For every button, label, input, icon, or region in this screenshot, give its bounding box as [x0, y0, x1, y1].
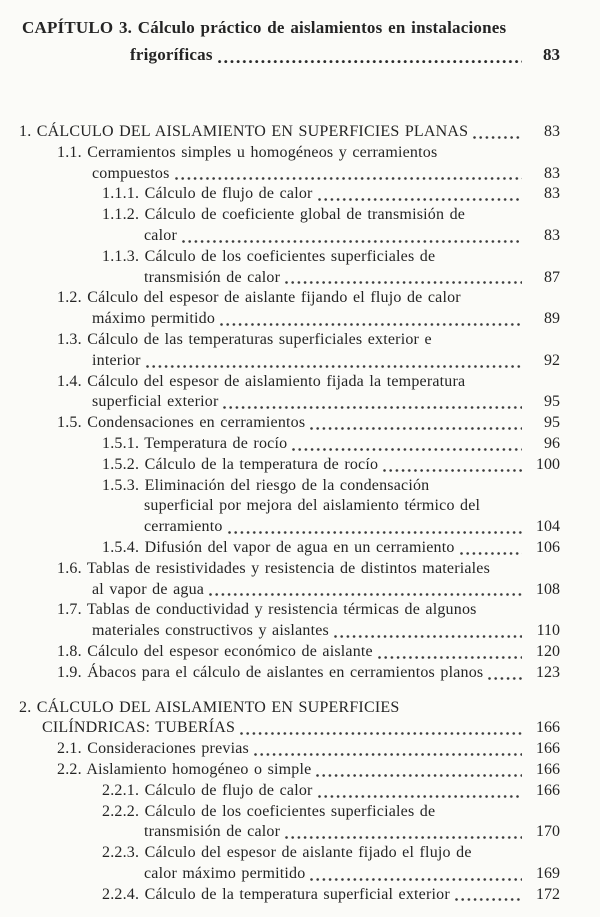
- toc-entry-text: superficial exterior: [92, 393, 219, 411]
- page-number: 83: [544, 164, 560, 182]
- toc-entry-text: materiales constructivos y aislantes: [92, 622, 329, 640]
- toc-line: [19, 802, 560, 823]
- toc-entry-text: 1.5.1. Temperatura de rocío: [102, 434, 288, 452]
- toc-line: [19, 143, 560, 164]
- toc-entry-text: 1.5.4. Difusión del vapor de agua en un cerramiento: [102, 538, 455, 556]
- page-number: 83: [544, 185, 560, 203]
- toc-line: [19, 288, 560, 309]
- toc-entry-text: 2.2.1. Cálculo de flujo de calor: [102, 781, 313, 799]
- dot-leader: [334, 634, 522, 638]
- dot-leader: [318, 197, 522, 201]
- page-number: 106: [536, 538, 560, 556]
- page-number: 108: [536, 580, 560, 598]
- dot-leader: [285, 280, 522, 284]
- toc-entry-text: 2.2. Aislamiento homogéneo o simple: [57, 760, 312, 778]
- toc-line: [19, 864, 560, 885]
- toc-entry-text: máximo permitido: [92, 310, 216, 328]
- page-number: 83: [543, 45, 560, 64]
- page-number: 83: [544, 123, 560, 140]
- toc-line: [19, 538, 560, 559]
- dot-leader: [473, 135, 522, 139]
- dot-leader: [383, 468, 522, 472]
- chapter-heading-line-2: [19, 41, 560, 68]
- toc-line: [19, 600, 560, 621]
- toc-entry-text: 2.2.4. Cálculo de la temperatura superficial exterior: [102, 885, 450, 903]
- page-number: 120: [536, 642, 560, 660]
- dot-leader: [220, 322, 522, 326]
- page-number: 166: [536, 781, 560, 799]
- toc-entry-text: 1.8. Cálculo del espesor económico de aislante: [57, 642, 373, 660]
- toc-entry-text: 1.2. Cálculo del espesor de aislante fijando el flujo de calor: [57, 289, 461, 307]
- toc-entry-text: 1.7. Tablas de conductividad y resistencia térmicas de algunos: [57, 601, 477, 619]
- page-number: 95: [544, 393, 560, 411]
- toc-entry-text: 2. CÁLCULO DEL AISLAMIENTO EN SUPERFICIES: [19, 698, 400, 716]
- page-number: 95: [544, 414, 560, 432]
- toc-line: [19, 122, 560, 143]
- page-number: 170: [536, 823, 560, 841]
- toc-line: [19, 226, 560, 247]
- toc-entry-text: interior: [92, 351, 141, 369]
- toc-entry-text: 1.9. Ábacos para el cálculo de aislantes en cerramientos planos: [57, 663, 484, 681]
- toc-line: [19, 351, 560, 372]
- toc-entry-text: calor máximo permitido: [144, 864, 306, 882]
- page-number: 104: [536, 518, 560, 536]
- page-number: 123: [536, 663, 560, 681]
- toc-line: [19, 843, 560, 864]
- toc-line: [19, 718, 560, 739]
- dot-leader: [285, 835, 522, 839]
- toc-line: [19, 455, 560, 476]
- toc-line: [19, 760, 560, 781]
- dot-leader: [310, 426, 522, 430]
- page-number: 166: [536, 740, 560, 758]
- toc-line: [19, 496, 560, 517]
- toc-line: [19, 434, 560, 455]
- toc-line: [19, 164, 560, 185]
- toc-entry-text: 1.5. Condensaciones en cerramientos: [57, 414, 306, 432]
- dot-leader: [182, 239, 522, 243]
- chapter-title-continuation: frigoríficas: [130, 45, 213, 64]
- toc-entry-text: 2.1. Consideraciones previas: [57, 740, 249, 758]
- page-number: 166: [536, 719, 560, 737]
- dot-leader: [240, 731, 522, 735]
- page-number: 172: [536, 885, 560, 903]
- toc-entry-text: 1.6. Tablas de resistividades y resistencia de distintos materiales: [57, 559, 491, 577]
- toc-entry-text: 1.5.2. Cálculo de la temperatura de rocío: [102, 455, 379, 473]
- dot-leader: [223, 405, 522, 409]
- toc-line: [19, 372, 560, 393]
- page-number: 89: [544, 310, 560, 328]
- page-number: 83: [544, 226, 560, 244]
- toc-entry-text: 2.2.3. Cálculo del espesor de aislante fijado el flujo de: [102, 844, 472, 862]
- page-number: 96: [544, 434, 560, 452]
- chapter-title-text: CAPÍTULO 3. Cálculo práctico de aislamientos en instalaciones: [22, 18, 507, 37]
- toc-entry-text: al vapor de agua: [92, 580, 205, 598]
- dot-leader: [455, 897, 522, 901]
- toc-entry-text: transmisión de calor: [144, 268, 281, 286]
- dot-leader: [318, 794, 522, 798]
- toc-line: [19, 621, 560, 642]
- toc-line: [19, 184, 560, 205]
- dot-leader: [310, 877, 522, 881]
- table-of-contents: [19, 122, 560, 905]
- toc-entry-text: 2.2.2. Cálculo de los coeficientes superficiales de: [102, 802, 436, 820]
- dot-leader: [228, 530, 522, 534]
- dot-leader: [254, 752, 522, 756]
- page-number: 169: [536, 864, 560, 882]
- dot-leader: [378, 655, 522, 659]
- chapter-heading-line-1: [19, 14, 560, 41]
- dot-leader: [292, 447, 522, 451]
- toc-entry-text: compuestos: [92, 164, 170, 182]
- toc-line: [19, 268, 560, 289]
- toc-line: [19, 392, 560, 413]
- toc-entry-text: 1.1.1. Cálculo de flujo de calor: [102, 185, 313, 203]
- toc-line: [19, 559, 560, 580]
- toc-line: [19, 205, 560, 226]
- page-number: 87: [544, 268, 560, 286]
- dot-leader: [175, 176, 522, 180]
- toc-entry-text: 1.4. Cálculo del espesor de aislamiento fijada la temperatura: [57, 372, 466, 390]
- toc-line: [19, 476, 560, 497]
- toc-entry-text: 1.1. Cerramientos simples u homogéneos y cerramientos: [57, 143, 438, 161]
- dot-leader: [488, 676, 522, 680]
- dot-leader: [209, 592, 522, 596]
- toc-entry-text: superficial por mejora del aislamiento térmico del: [144, 497, 481, 515]
- toc-entry-text: calor: [144, 226, 177, 244]
- dot-leader: [316, 773, 522, 777]
- toc-line: [19, 330, 560, 351]
- toc-line: [19, 247, 560, 268]
- toc-line: [19, 642, 560, 663]
- page-number: 166: [536, 760, 560, 778]
- toc-line: [19, 580, 560, 601]
- toc-line: [19, 885, 560, 906]
- toc-entry-text: 1.3. Cálculo de las temperaturas superficiales exterior e: [57, 330, 432, 348]
- dot-leader: [218, 59, 522, 63]
- toc-entry-text: 1.1.2. Cálculo de coeficiente global de transmisión de: [102, 206, 466, 224]
- chapter-heading: [19, 14, 560, 68]
- toc-entry-text: 1. CÁLCULO DEL AISLAMIENTO EN SUPERFICIES PLANAS: [19, 123, 469, 140]
- page-number: 110: [536, 622, 560, 640]
- toc-line: [19, 663, 560, 684]
- toc-line: [19, 698, 560, 719]
- dot-leader: [146, 364, 522, 368]
- page-number: 100: [536, 455, 560, 473]
- toc-line: [19, 517, 560, 538]
- toc-line: [19, 822, 560, 843]
- toc-line: [19, 739, 560, 760]
- toc-line: [19, 309, 560, 330]
- toc-entry-text: CILÍNDRICAS: TUBERÍAS: [42, 719, 236, 737]
- toc-entry-text: transmisión de calor: [144, 823, 281, 841]
- page-number: 92: [544, 351, 560, 369]
- toc-line: [19, 413, 560, 434]
- toc-line: [19, 781, 560, 802]
- toc-entry-text: 1.1.3. Cálculo de los coeficientes superficiales de: [102, 247, 436, 265]
- toc-entry-text: 1.5.3. Eliminación del riesgo de la condensación: [102, 476, 430, 494]
- dot-leader: [460, 551, 522, 555]
- toc-entry-text: cerramiento: [144, 518, 223, 536]
